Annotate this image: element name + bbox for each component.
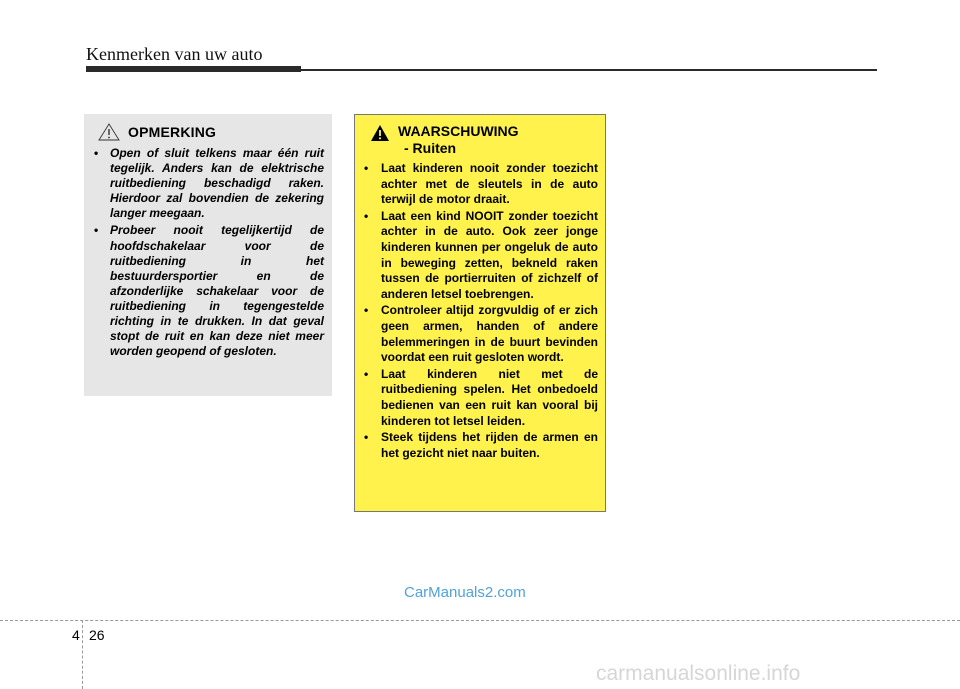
warning-triangle-outline-icon [98,123,120,141]
footer-vertical-divider [82,620,83,689]
chapter-number: 4 [72,627,80,643]
header-rule-thin [301,69,877,71]
header-rule-thick [86,66,301,72]
warning-subtitle: - Ruiten [404,140,457,156]
note-box [84,114,332,396]
warning-list [364,161,598,461]
warning-triangle-filled-icon [370,124,390,142]
watermark-link[interactable]: CarManuals2.com [404,584,526,601]
warning-title: WAARSCHUWING [398,123,519,139]
note-title: OPMERKING [128,124,217,140]
page-header-title: Kenmerken van uw auto [86,44,263,64]
warning-item: • Laat een kind NOOIT zonder toezicht achter in de auto. Ook zeer jonge kinderen kunnen per ongeluk de auto in beweging zetten, bekneld raken tussen de portierruiten of zichzelf of anderen letsel toebrengen. [364,209,598,303]
note-header [98,122,324,142]
warning-item: • Controleer altijd zorgvuldig of er zich geen armen, handen of andere belemmeringen in de buurt bevinden voordat een ruit gesloten wordt. [364,303,598,365]
page-number: 26 [89,627,105,643]
note-item: • Probeer nooit tegelijkertijd de hoofdschakelaar voor de ruitbediening in het bestuurdersportier en de afzonderlijke schakelaar voor de ruitbediening in tegengestelde richting in te drukken. In dat geval stopt de ruit en kan deze niet meer worden geopend of gesloten. [94,223,324,359]
warning-item: • Laat kinderen nooit zonder toezicht achter met de sleutels in de auto terwijl de motor draait. [364,161,598,208]
note-list [94,146,324,359]
footer-watermark: carmanualsonline.info [596,662,801,685]
warning-box [354,114,606,512]
footer-divider [0,620,960,621]
warning-item: • Laat kinderen niet met de ruitbediening spelen. Het onbedoeld bedienen van een ruit kan vooral bij kinderen tot letsel leiden. [364,367,598,429]
note-item: • Open of sluit telkens maar één ruit tegelijk. Anders kan de elektrische ruitbediening beschadigd raken. Hierdoor zal bovendien de zekering langer meegaan. [94,146,324,221]
warning-item: • Steek tijdens het rijden de armen en het gezicht niet naar buiten. [364,430,598,461]
warning-header [370,123,598,157]
